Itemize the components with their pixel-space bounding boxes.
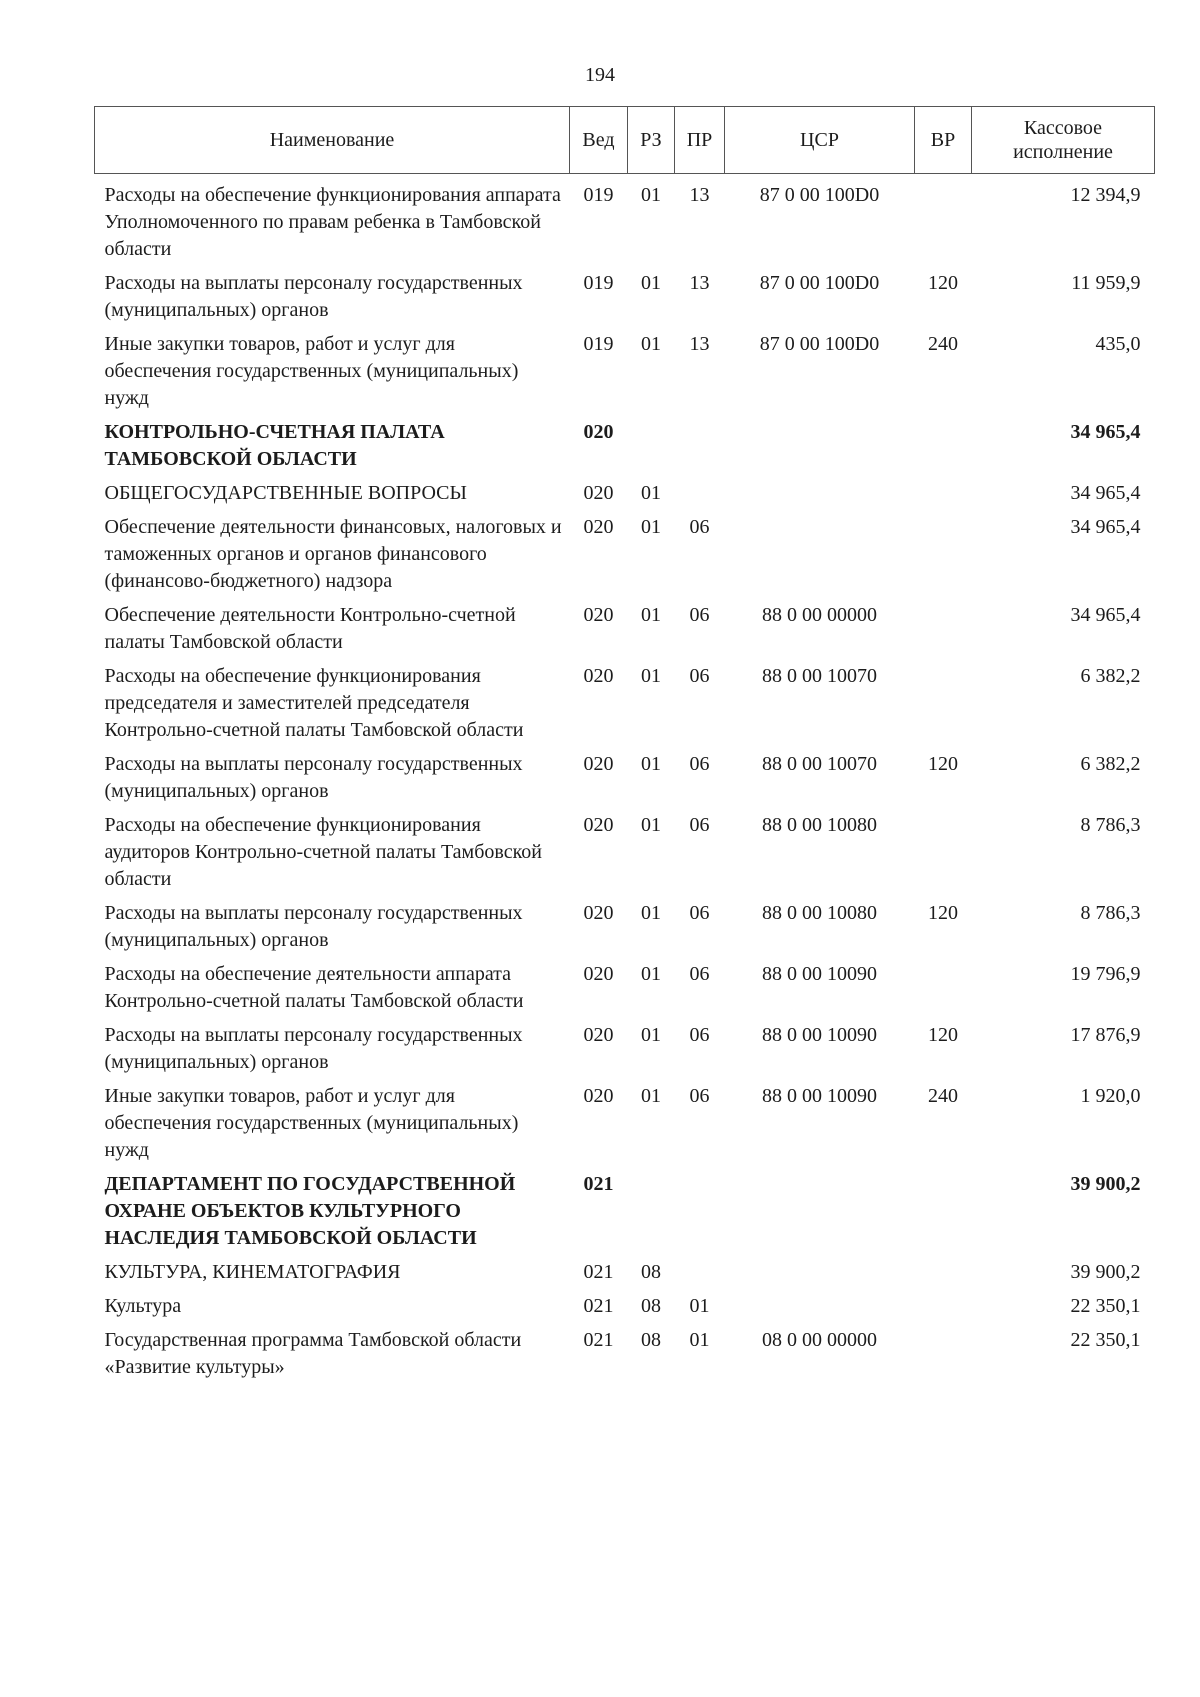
cell-name: КОНТРОЛЬНО-СЧЕТНАЯ ПАЛАТА ТАМБОВСКОЙ ОБЛАСТИ — [104, 421, 445, 470]
table-row — [95, 415, 1155, 476]
cell-rz: 01 — [641, 333, 661, 355]
cell-ved: 020 — [583, 604, 614, 626]
cell-kas: 435,0 — [1095, 333, 1141, 355]
cell-rz: 01 — [641, 272, 661, 294]
cell-name: Расходы на обеспечение функционирования аппарата Уполномоченного по правам ребенка в Тамбовской области — [104, 184, 561, 260]
cell-pr: 06 — [689, 963, 710, 985]
table-row — [95, 598, 1155, 659]
cell-pr: 01 — [689, 1329, 710, 1351]
cell-csr: 88 0 00 10090 — [762, 963, 877, 985]
table-row — [95, 1018, 1155, 1079]
cell-pr: 13 — [689, 333, 710, 355]
cell-csr — [725, 1255, 915, 1289]
cell-kas: 8 786,3 — [1080, 814, 1141, 836]
table-row — [95, 659, 1155, 747]
table-row — [95, 1167, 1155, 1255]
cell-kas: 39 900,2 — [1070, 1173, 1141, 1195]
budget-table — [94, 106, 1155, 1384]
table-row — [95, 808, 1155, 896]
cell-rz: 01 — [641, 902, 661, 924]
cell-csr: 87 0 00 100D0 — [759, 272, 880, 294]
cell-kas: 34 965,4 — [1070, 421, 1141, 443]
header-ved: Вед — [570, 107, 628, 174]
cell-vr — [915, 659, 972, 747]
cell-csr: 88 0 00 10080 — [762, 902, 877, 924]
cell-name: ОБЩЕГОСУДАРСТВЕННЫЕ ВОПРОСЫ — [104, 482, 467, 504]
table-row — [95, 896, 1155, 957]
cell-name: Расходы на выплаты персоналу государственных (муниципальных) органов — [104, 1024, 523, 1073]
cell-vr: 240 — [928, 1085, 958, 1107]
cell-rz — [628, 1167, 675, 1255]
cell-vr: 120 — [928, 753, 958, 775]
cell-csr: 87 0 00 100D0 — [759, 333, 880, 355]
cell-pr — [675, 415, 725, 476]
cell-name: Государственная программа Тамбовской области «Развитие культуры» — [104, 1329, 522, 1378]
cell-pr: 13 — [689, 184, 710, 206]
cell-csr: 87 0 00 100D0 — [759, 184, 880, 206]
table-header-row — [95, 107, 1155, 174]
cell-pr: 06 — [689, 665, 710, 687]
table-row — [95, 1323, 1155, 1384]
cell-vr — [915, 476, 972, 510]
table-row — [95, 266, 1155, 327]
cell-vr: 240 — [928, 333, 958, 355]
cell-rz: 01 — [641, 482, 661, 504]
cell-kas: 34 965,4 — [1070, 516, 1141, 538]
header-vr: ВР — [915, 107, 972, 174]
cell-pr: 06 — [689, 516, 710, 538]
budget-table-container — [94, 106, 1154, 1384]
cell-name: Иные закупки товаров, работ и услуг для обеспечения государственных (муниципальных) нужд — [104, 333, 519, 409]
cell-ved: 021 — [583, 1261, 614, 1283]
cell-pr: 06 — [689, 1024, 710, 1046]
cell-pr — [675, 1255, 725, 1289]
cell-kas: 22 350,1 — [1070, 1295, 1141, 1317]
cell-rz — [628, 415, 675, 476]
cell-ved: 020 — [583, 753, 614, 775]
cell-ved: 021 — [583, 1329, 614, 1351]
cell-csr: 88 0 00 10070 — [762, 665, 877, 687]
cell-rz: 01 — [641, 1024, 661, 1046]
header-rz: РЗ — [628, 107, 675, 174]
cell-ved: 020 — [583, 1024, 614, 1046]
cell-vr: 120 — [928, 902, 958, 924]
cell-kas: 17 876,9 — [1070, 1024, 1141, 1046]
cell-ved: 019 — [583, 333, 614, 355]
cell-name: Обеспечение деятельности Контрольно-счетной палаты Тамбовской области — [104, 604, 516, 653]
cell-ved: 020 — [583, 814, 614, 836]
cell-kas: 19 796,9 — [1070, 963, 1141, 985]
table-row — [95, 476, 1155, 510]
cell-csr — [725, 415, 915, 476]
cell-ved: 020 — [583, 421, 614, 443]
cell-pr: 06 — [689, 753, 710, 775]
cell-vr — [915, 1323, 972, 1384]
cell-rz: 01 — [641, 963, 661, 985]
cell-rz: 01 — [641, 665, 661, 687]
header-kas: Кассовое исполнение — [972, 107, 1155, 174]
cell-kas: 11 959,9 — [1071, 272, 1141, 294]
cell-kas: 6 382,2 — [1080, 665, 1141, 687]
cell-vr: 120 — [928, 272, 958, 294]
table-row — [95, 1289, 1155, 1323]
cell-rz: 01 — [641, 814, 661, 836]
cell-csr: 08 0 00 00000 — [762, 1329, 877, 1351]
cell-csr: 88 0 00 10070 — [762, 753, 877, 775]
cell-vr — [915, 1167, 972, 1255]
cell-csr — [725, 1289, 915, 1323]
cell-ved: 020 — [583, 963, 614, 985]
table-row — [95, 957, 1155, 1018]
cell-kas: 34 965,4 — [1070, 482, 1141, 504]
cell-kas: 8 786,3 — [1080, 902, 1141, 924]
cell-name: Культура — [104, 1295, 182, 1317]
cell-rz: 08 — [641, 1261, 661, 1283]
cell-rz: 01 — [641, 604, 661, 626]
cell-kas: 34 965,4 — [1070, 604, 1141, 626]
cell-ved: 020 — [583, 902, 614, 924]
table-row — [95, 747, 1155, 808]
cell-kas: 39 900,2 — [1070, 1261, 1141, 1283]
cell-rz: 01 — [641, 1085, 661, 1107]
cell-pr — [675, 476, 725, 510]
cell-pr: 06 — [689, 1085, 710, 1107]
page-number: 194 — [585, 64, 615, 86]
cell-csr: 88 0 00 10090 — [762, 1024, 877, 1046]
cell-kas: 22 350,1 — [1070, 1329, 1141, 1351]
cell-pr: 01 — [689, 1295, 710, 1317]
cell-vr — [915, 1255, 972, 1289]
cell-vr — [915, 957, 972, 1018]
table-row — [95, 1255, 1155, 1289]
cell-name: Расходы на выплаты персоналу государственных (муниципальных) органов — [104, 753, 523, 802]
cell-ved: 019 — [583, 184, 614, 206]
cell-csr: 88 0 00 10090 — [762, 1085, 877, 1107]
cell-vr — [915, 598, 972, 659]
cell-ved: 019 — [583, 272, 614, 294]
cell-name: Расходы на обеспечение функционирования аудиторов Контрольно-счетной палаты Тамбовской области — [104, 814, 542, 890]
cell-ved: 020 — [583, 1085, 614, 1107]
cell-vr — [915, 415, 972, 476]
cell-ved: 020 — [583, 516, 614, 538]
table-row — [95, 1079, 1155, 1167]
cell-pr: 13 — [689, 272, 710, 294]
table-row — [95, 327, 1155, 415]
cell-name: ДЕПАРТАМЕНТ ПО ГОСУДАРСТВЕННОЙ ОХРАНЕ ОБЪЕКТОВ КУЛЬТУРНОГО НАСЛЕДИЯ ТАМБОВСКОЙ ОБЛАСТИ — [104, 1173, 516, 1249]
cell-vr: 120 — [928, 1024, 958, 1046]
cell-rz: 01 — [641, 184, 661, 206]
header-pr: ПР — [675, 107, 725, 174]
cell-csr — [725, 510, 915, 598]
cell-vr — [915, 808, 972, 896]
cell-kas: 6 382,2 — [1080, 753, 1141, 775]
cell-name: Иные закупки товаров, работ и услуг для обеспечения государственных (муниципальных) нужд — [104, 1085, 519, 1161]
cell-vr — [915, 510, 972, 598]
cell-csr: 88 0 00 10080 — [762, 814, 877, 836]
cell-csr — [725, 1167, 915, 1255]
cell-vr — [915, 174, 972, 267]
table-row — [95, 174, 1155, 267]
header-name: Наименование — [95, 107, 570, 174]
table-row — [95, 510, 1155, 598]
cell-ved: 021 — [583, 1295, 614, 1317]
cell-pr: 06 — [689, 604, 710, 626]
header-csr: ЦСР — [725, 107, 915, 174]
cell-vr — [915, 1289, 972, 1323]
cell-csr: 88 0 00 00000 — [762, 604, 877, 626]
cell-name: КУЛЬТУРА, КИНЕМАТОГРАФИЯ — [104, 1261, 401, 1283]
cell-name: Расходы на выплаты персоналу государственных (муниципальных) органов — [104, 902, 523, 951]
cell-csr — [725, 476, 915, 510]
cell-kas: 1 920,0 — [1080, 1085, 1141, 1107]
cell-pr — [675, 1167, 725, 1255]
cell-kas: 12 394,9 — [1070, 184, 1141, 206]
cell-rz: 01 — [641, 753, 661, 775]
cell-rz: 08 — [641, 1295, 661, 1317]
cell-name: Расходы на обеспечение деятельности аппарата Контрольно-счетной палаты Тамбовской области — [104, 963, 524, 1012]
cell-name: Расходы на выплаты персоналу государственных (муниципальных) органов — [104, 272, 523, 321]
cell-name: Расходы на обеспечение функционирования председателя и заместителей председателя Контрольно-счетной палаты Тамбовской области — [104, 665, 524, 741]
cell-name: Обеспечение деятельности финансовых, налоговых и таможенных органов и органов финансового (финансово-бюджетного) надзора — [104, 516, 562, 592]
cell-ved: 021 — [583, 1173, 614, 1195]
cell-ved: 020 — [583, 665, 614, 687]
cell-rz: 08 — [641, 1329, 661, 1351]
cell-rz: 01 — [641, 516, 661, 538]
cell-pr: 06 — [689, 814, 710, 836]
cell-pr: 06 — [689, 902, 710, 924]
cell-ved: 020 — [583, 482, 614, 504]
